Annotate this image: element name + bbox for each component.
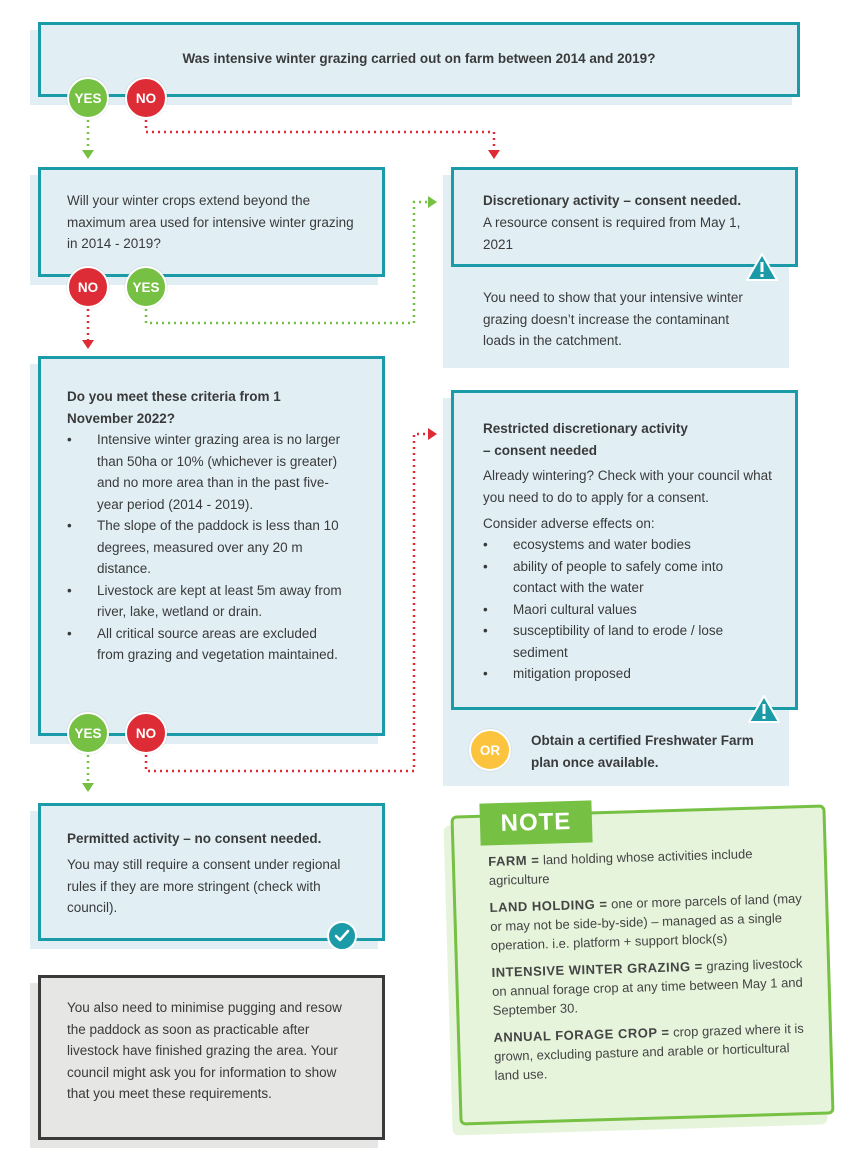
note-def: one or more parcels of land (may or may not be side-by-side) – managed as a single operation. i.e. platform + support block(s)	[489, 890, 802, 953]
note-item	[493, 1018, 815, 1084]
arrow-q3-no	[428, 428, 437, 440]
footer-text: You also need to minimise pugging and resow the paddock as soon as practicable after livestock have finished grazing the area. Your council might ask you for information to show that you meet these requirements.	[67, 1000, 342, 1101]
list-item: • All critical source areas are excluded from grazing and vegetation maintained.	[67, 623, 347, 666]
note-term: LAND HOLDING =	[489, 896, 608, 915]
q2-text: Will your winter crops extend beyond the maximum area used for intensive winter grazing in 2014 - 2019?	[67, 193, 354, 251]
list-item: • mitigation proposed	[483, 663, 753, 685]
note-definitions	[488, 843, 815, 1093]
list-item: • The slope of the paddock is less than 10 degrees, measured over any 20 m distance.	[67, 515, 347, 580]
restricted-title-line2: – consent needed	[483, 443, 598, 458]
q2-no-badge: NO	[67, 266, 109, 308]
q1-text: Was intensive winter grazing carried out on farm between 2014 and 2019?	[182, 51, 656, 66]
note-item	[488, 843, 809, 890]
arrow-q1-no	[488, 150, 500, 159]
arrow-q2-no	[82, 340, 94, 349]
list-item: • Maori cultural values	[483, 599, 753, 621]
note-def: land holding whose activities include agriculture	[488, 846, 753, 888]
checkmark-icon	[327, 921, 357, 951]
warning-icon	[745, 252, 779, 282]
list-item: • Livestock are kept at least 5m away from river, lake, wetland or drain.	[67, 580, 347, 623]
note-title: NOTE	[479, 800, 592, 845]
note-item	[491, 953, 813, 1019]
restricted-body: Already wintering? Check with your council what you need to do to apply for a consent.	[483, 468, 772, 505]
q3-yes-badge: YES	[67, 712, 109, 754]
permitted-body: You may still require a consent under regional rules if they are more stringent (check with council).	[67, 857, 341, 915]
discretionary-title: Discretionary activity – consent needed.	[483, 193, 742, 208]
list-item: • Intensive winter grazing area is no larger than 50ha or 10% (whichever is greater) and no more area than in the past five-year period (2014 - 2019).	[67, 429, 347, 515]
restricted-title-line1: Restricted discretionary activity	[483, 421, 688, 436]
q1-no-badge: NO	[125, 77, 167, 119]
connector-q1-no	[146, 120, 494, 150]
arrow-q1-yes	[82, 150, 94, 159]
note-term: INTENSIVE WINTER GRAZING =	[491, 958, 703, 980]
restricted-consider: Consider adverse effects on:	[483, 516, 655, 531]
discretionary-body: A resource consent is required from May 1, 2021	[483, 215, 741, 252]
arrow-q2-yes	[428, 196, 437, 208]
q3-title: Do you meet these criteria from 1 November 2022?	[67, 389, 281, 426]
note-def: crop grazed where it is grown, excluding pasture and arable or horticultural land use.	[493, 1020, 805, 1083]
list-item: • ability of people to safely come into contact with the water	[483, 556, 753, 599]
arrow-q3-yes	[82, 783, 94, 792]
permitted-title: Permitted activity – no consent needed.	[67, 831, 322, 846]
list-item: • susceptibility of land to erode / lose sediment	[483, 620, 753, 663]
note-item	[489, 888, 811, 954]
note-term: FARM =	[488, 852, 540, 869]
q2-yes-badge: YES	[125, 266, 167, 308]
q3-no-badge: NO	[125, 712, 167, 754]
list-item: • ecosystems and water bodies	[483, 534, 753, 556]
warning-icon	[747, 694, 781, 724]
discretionary-note: You need to show that your intensive winter grazing doesn’t increase the contaminant loads in the catchment.	[483, 290, 743, 348]
q1-yes-badge: YES	[67, 77, 109, 119]
restricted-or-text: Obtain a certified Freshwater Farm plan once available.	[531, 733, 754, 770]
note-term: ANNUAL FORAGE CROP =	[493, 1024, 670, 1045]
or-badge: OR	[469, 729, 511, 771]
note-def: grazing livestock on annual forage crop at any time between May 1 and September 30.	[491, 955, 803, 1018]
q3-criteria-list	[67, 429, 347, 666]
restricted-effects-list	[483, 534, 753, 685]
